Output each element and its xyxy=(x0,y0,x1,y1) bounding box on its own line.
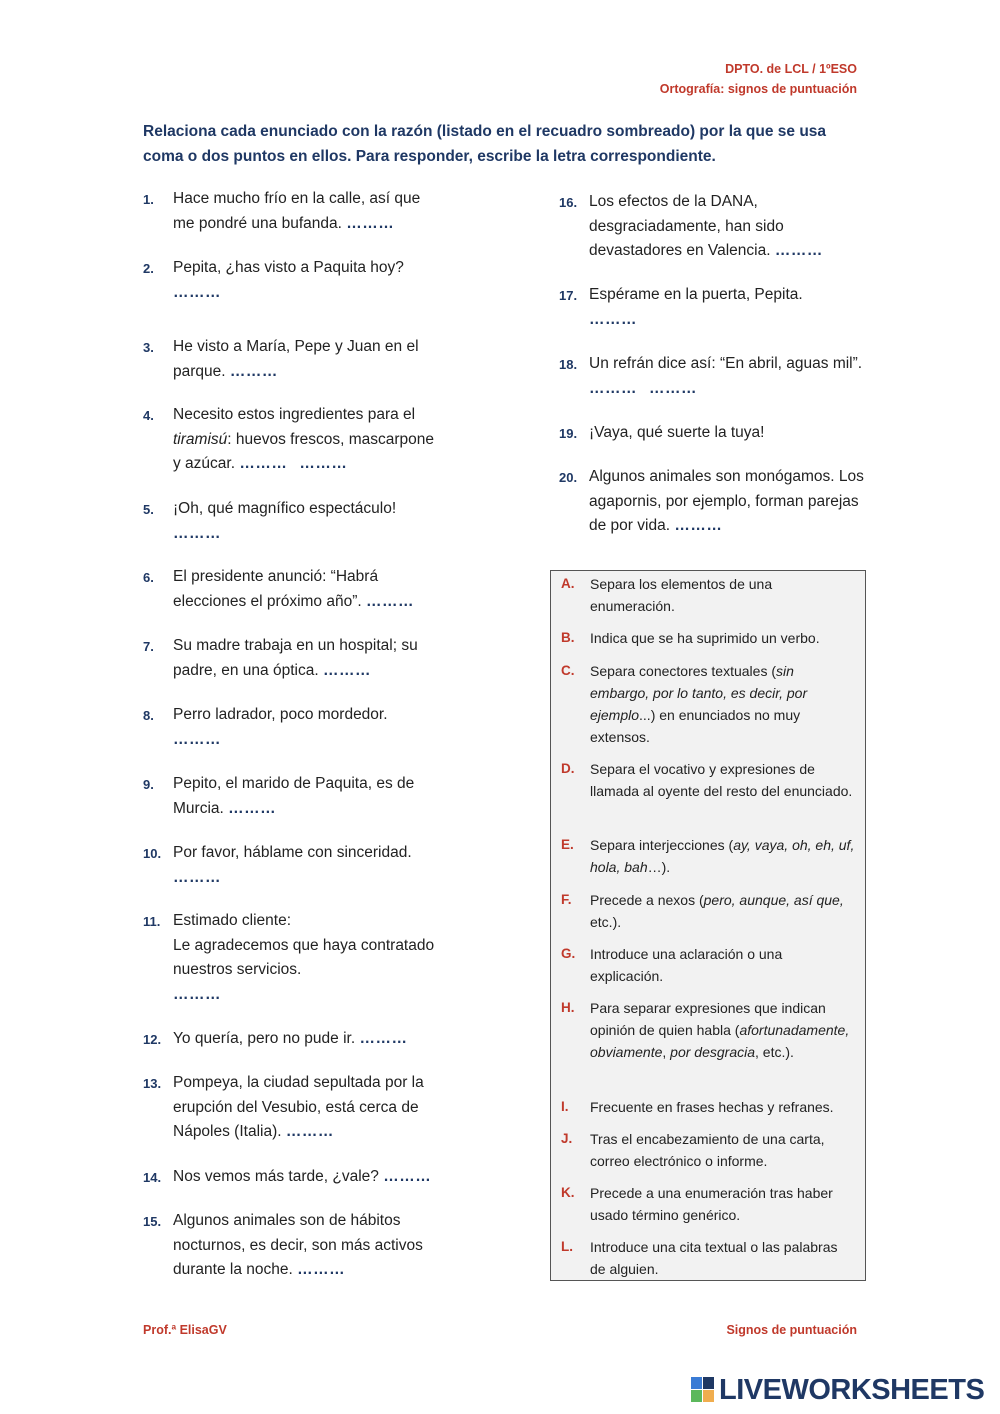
reason-letter: L. xyxy=(561,1239,573,1254)
item-number: 20. xyxy=(559,470,578,485)
reason-text-italic: afortunadamente, obviamente xyxy=(590,1022,850,1060)
item-number: 18. xyxy=(559,357,578,372)
answer-blank-2[interactable]: ……… xyxy=(299,455,348,472)
reason-letter: B. xyxy=(561,630,575,645)
liveworksheets-logo[interactable] xyxy=(691,1373,984,1407)
reason-letter: H. xyxy=(561,1000,575,1015)
reason-letter: C. xyxy=(561,663,575,678)
item-text: He visto a María, Pepe y Juan en el parque. xyxy=(173,338,419,380)
reason-letter: D. xyxy=(561,761,575,776)
reason-text: Introduce una cita textual o las palabras de alguien. xyxy=(590,1239,838,1277)
reason-text: Frecuente en frases hechas y refranes. xyxy=(590,1099,834,1115)
reason-text: , xyxy=(662,1044,671,1060)
answer-blank[interactable]: ……… xyxy=(774,242,823,259)
item-text: Por favor, háblame con sinceridad. xyxy=(173,844,412,861)
item-text-italic: tiramisú xyxy=(173,430,228,448)
item-text: Pepito, el marido de Paquita, es de Murcia. xyxy=(173,775,415,817)
item-text: ¡Oh, qué magnífico espectáculo! xyxy=(173,500,397,517)
item-text: Necesito estos ingredientes para el xyxy=(173,406,416,423)
item-number: 2. xyxy=(143,261,154,276)
reasons-box xyxy=(550,570,866,1281)
answer-blank[interactable]: ……… xyxy=(674,517,723,534)
item-number: 8. xyxy=(143,708,154,723)
item-number: 6. xyxy=(143,570,154,585)
item-text: Estimado cliente: xyxy=(173,912,292,929)
answer-blank[interactable]: ……… xyxy=(346,214,395,232)
answer-blank[interactable]: ……… xyxy=(173,868,221,886)
item-text: Algunos animales son monógamos. Los agapornis, por ejemplo, forman parejas de por vida. xyxy=(589,468,864,534)
reason-letter: F. xyxy=(561,892,572,907)
reason-text: Introduce una aclaración o una explicación. xyxy=(590,946,783,984)
reason-text: Separa conectores textuales ( xyxy=(590,663,776,679)
item-text: Un refrán dice así: “En abril, aguas mil”. xyxy=(589,355,863,372)
reason-text: , etc.). xyxy=(755,1044,794,1060)
answer-blank[interactable]: ……… xyxy=(229,362,278,380)
answer-blank[interactable]: ……… xyxy=(173,283,221,301)
answer-blank[interactable]: ……… xyxy=(173,730,221,748)
reason-letter: K. xyxy=(561,1185,575,1200)
item-text: Pompeya, la ciudad sepultada por la erupción del Vesubio, está cerca de Nápoles (Italia). xyxy=(173,1074,424,1140)
item-number: 11. xyxy=(143,914,161,929)
reason-text: Separa interjecciones ( xyxy=(590,837,734,853)
answer-blank[interactable]: ……… xyxy=(589,310,637,328)
reason-text: Indica que se ha suprimido un verbo. xyxy=(590,630,820,646)
reason-text-italic: ay, vaya, oh, eh, uf, hola, bah xyxy=(590,837,855,875)
answer-blank[interactable]: ……… xyxy=(589,379,637,397)
item-text: Hace mucho frío en la calle, así que me pondré una bufanda. xyxy=(173,190,421,232)
item-number: 12. xyxy=(143,1032,162,1047)
item-number: 3. xyxy=(143,340,154,355)
instruction-text: Relaciona cada enunciado con la razón (listado en el recuadro sombreado) por la que se usa coma o dos puntos en ellos. Para responder, escribe la letra correspondiente. xyxy=(143,123,827,165)
reason-text: Precede a nexos ( xyxy=(590,892,704,908)
header-department: DPTO. de LCL / 1ºESO xyxy=(725,62,857,76)
reason-text-italic: sin embargo, por lo tanto, es decir, por ejemplo xyxy=(590,663,808,723)
item-text: Perro ladrador, poco mordedor. xyxy=(173,706,388,723)
reason-letter: J. xyxy=(561,1131,573,1146)
answer-blank[interactable]: ……… xyxy=(359,1030,408,1047)
answer-blank[interactable]: ……… xyxy=(322,661,371,679)
reason-text: Tras el encabezamiento de una carta, correo electrónico o informe. xyxy=(590,1131,825,1169)
reason-text: ...) en enunciados no muy extensos. xyxy=(590,707,801,745)
reason-text: Precede a una enumeración tras haber usado término genérico. xyxy=(590,1185,833,1223)
reason-text-italic: pero, aunque, así que, xyxy=(703,892,844,908)
answer-blank[interactable]: ……… xyxy=(383,1168,432,1185)
reason-letter: I. xyxy=(561,1099,569,1114)
reason-text: Separa el vocativo y expresiones de llamada al oyente del resto del enunciado. xyxy=(590,761,853,799)
item-number: 9. xyxy=(143,777,154,792)
answer-blank[interactable]: ……… xyxy=(297,1261,346,1278)
answer-blank[interactable]: ……… xyxy=(366,592,414,610)
answer-blank[interactable]: ……… xyxy=(285,1123,334,1140)
item-number: 16. xyxy=(559,195,578,210)
item-text: Nos vemos más tarde, ¿vale? xyxy=(173,1168,379,1185)
item-number: 5. xyxy=(143,502,154,517)
reason-letter: A. xyxy=(561,576,575,591)
item-text: Algunos animales son de hábitos nocturnos, es decir, son más activos durante la noche. xyxy=(173,1212,423,1278)
reason-text: Separa los elementos de una enumeración. xyxy=(590,576,773,614)
item-text: Yo quería, pero no pude ir. xyxy=(173,1030,356,1047)
item-number: 17. xyxy=(559,288,578,303)
item-number: 19. xyxy=(559,426,578,441)
answer-blank[interactable]: ……… xyxy=(173,985,221,1003)
logo-text: LIVEWORKSHEETS xyxy=(719,1373,985,1406)
reason-text: Para separar expresiones que indican opinión de quien habla ( xyxy=(590,1000,826,1038)
item-text: : huevos frescos, mascarpone y azúcar. xyxy=(173,430,435,472)
answer-blank[interactable]: ……… xyxy=(239,455,288,472)
footer-subject: Signos de puntuación xyxy=(726,1323,857,1337)
answer-blank[interactable]: ……… xyxy=(228,799,277,817)
item-text-line2: Le agradecemos que haya contratado nuestros servicios. xyxy=(173,936,435,978)
header-topic: Ortografía: signos de puntuación xyxy=(659,82,857,96)
item-text: Pepita, ¿has visto a Paquita hoy? xyxy=(173,259,404,276)
footer-author: Prof.ª ElisaGV xyxy=(143,1323,227,1337)
item-number: 10. xyxy=(143,846,162,861)
reason-text: …). xyxy=(647,859,671,875)
item-number: 13. xyxy=(143,1076,162,1091)
item-number: 1. xyxy=(143,192,154,207)
reason-letter: G. xyxy=(561,946,576,961)
liveworksheets-logo-icon xyxy=(691,1377,715,1403)
item-text: Los efectos de la DANA, desgraciadamente, han sido devastadores en Valencia. xyxy=(589,193,784,259)
item-text: Su madre trabaja en un hospital; su padre, en una óptica. xyxy=(173,637,418,679)
item-text: El presidente anunció: “Habrá elecciones el próximo año”. xyxy=(173,568,379,610)
item-number: 7. xyxy=(143,639,154,654)
answer-blank[interactable]: ……… xyxy=(173,524,221,542)
item-number: 4. xyxy=(143,408,154,423)
answer-blank-2[interactable]: ……… xyxy=(649,379,697,397)
reason-text-italic: por desgracia xyxy=(670,1044,755,1060)
item-text: ¡Vaya, qué suerte la tuya! xyxy=(589,424,765,441)
reason-letter: E. xyxy=(561,837,574,852)
item-number: 14. xyxy=(143,1170,162,1185)
item-number: 15. xyxy=(143,1214,162,1229)
item-text: Espérame en la puerta, Pepita. xyxy=(589,286,803,303)
reason-text: etc.). xyxy=(590,914,622,930)
